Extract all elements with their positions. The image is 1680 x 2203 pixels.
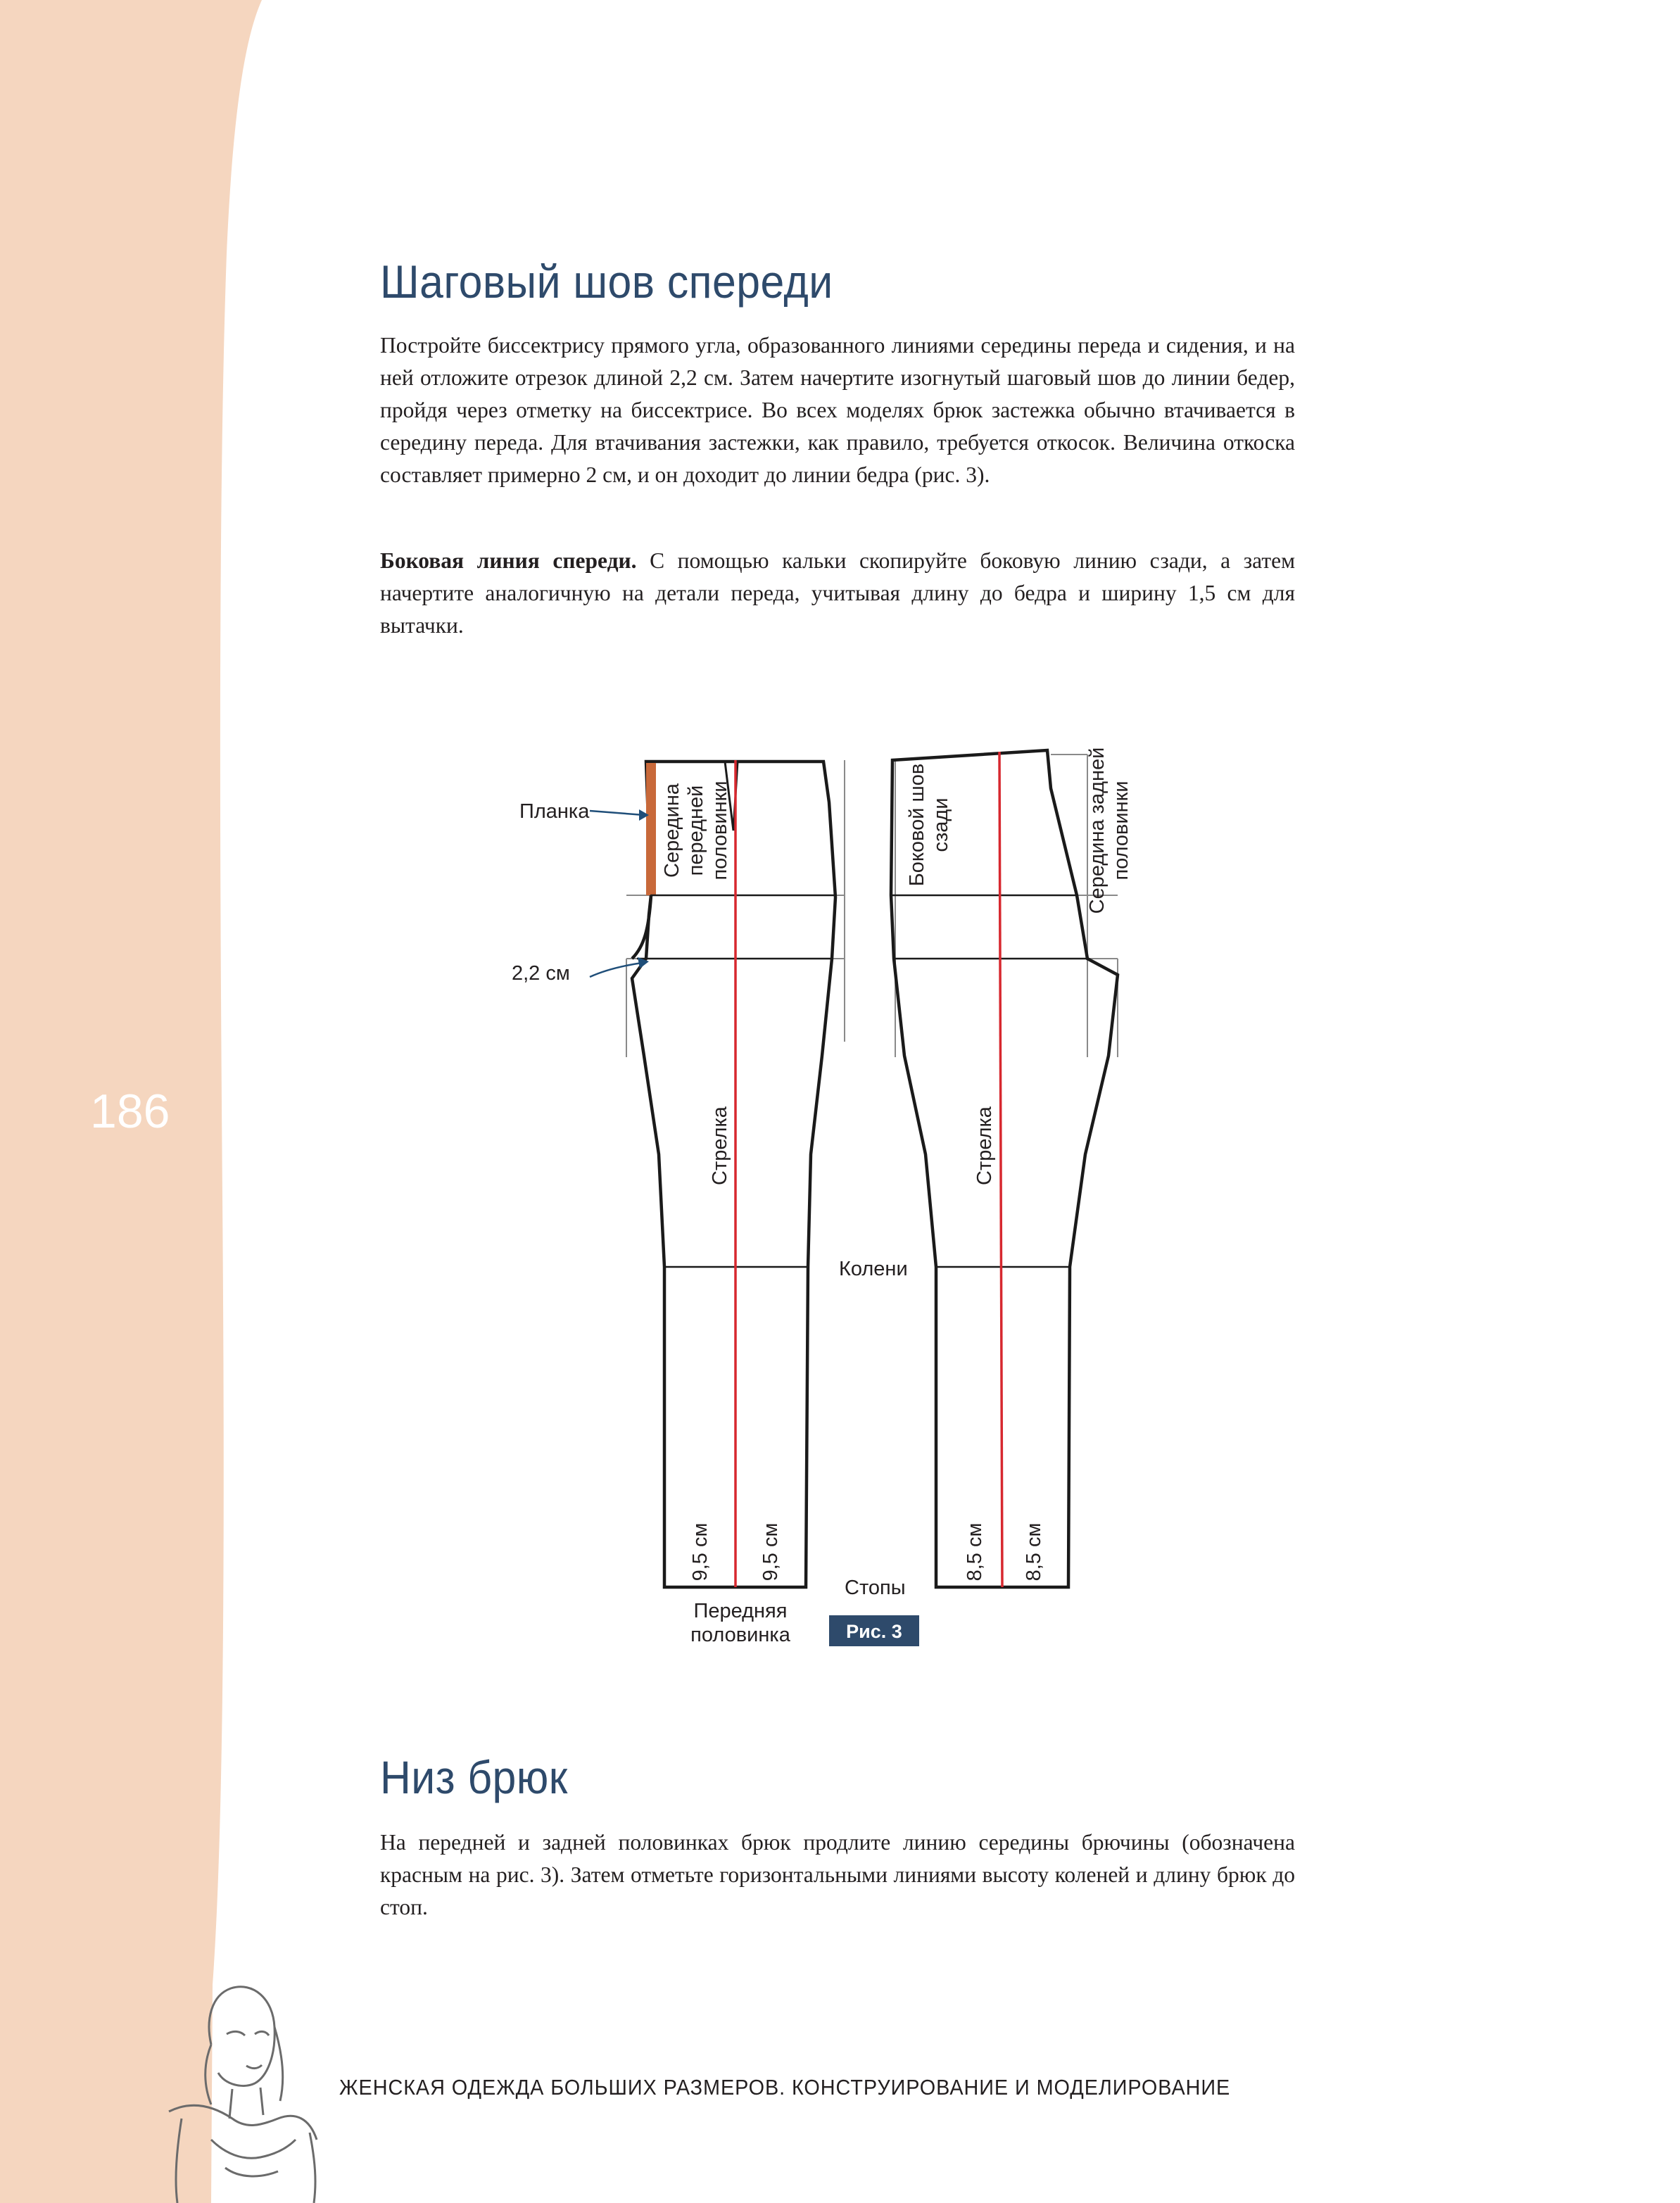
side-line-subheading: Боковая линия спереди. bbox=[380, 548, 637, 573]
label-front-half-2: половинка bbox=[690, 1624, 790, 1646]
label-back-center-1: Середина задней bbox=[1086, 747, 1109, 914]
label-planka: Планка bbox=[519, 800, 590, 823]
section-heading-inseam: Шаговый шов спереди bbox=[380, 255, 833, 308]
section-heading-hem: Низ брюк bbox=[380, 1751, 568, 1803]
label-front-center-3: половинки bbox=[709, 781, 731, 880]
running-title: ЖЕНСКАЯ ОДЕЖДА БОЛЬШИХ РАЗМЕРОВ. КОНСТРУИРОВАНИЕ И МОДЕЛИРОВАНИЕ bbox=[339, 2075, 1231, 2100]
placket-strip bbox=[646, 763, 656, 895]
label-2-2cm: 2,2 см bbox=[512, 962, 570, 985]
inseam-paragraph: Постройте биссектрису прямого угла, образованного линиями середины переда и сидения, и на ней отложите отрезок длиной 2,2 см. Затем начертите изогнутый шаговый шов до линии бедер, пройдя через отметку на биссектрисе. Во всех моделях брюк застежка обычно втачивается в середину переда. Для втачивания застежки, как правило, требуется откосок. Величина откоска составляет примерно 2 см, и он доходит до линии бедра (рис. 3). bbox=[380, 333, 1295, 487]
label-back-hem-right: 8,5 см bbox=[1023, 1522, 1045, 1582]
label-side-seam-1: Боковой шов bbox=[906, 763, 928, 887]
label-back-hem-left: 8,5 см bbox=[964, 1522, 986, 1582]
label-back-center-2: половинки bbox=[1110, 781, 1132, 880]
hem-paragraph: На передней и задней половинках брюк продлите линию середины брючины (обозначена красным на рис. 3). Затем отметьте горизонтальными линиями высоту коленей и длину брюк до стоп. bbox=[380, 1830, 1295, 1919]
label-front-center-1: Середина bbox=[661, 783, 683, 878]
back-crease-line bbox=[999, 752, 1002, 1587]
label-side-seam-2: сзади bbox=[930, 797, 952, 852]
label-front-center-2: передней bbox=[685, 785, 707, 876]
label-front-half-1: Передняя bbox=[693, 1600, 788, 1622]
label-front-hem-left: 9,5 см bbox=[689, 1522, 712, 1582]
label-knees: Колени bbox=[839, 1258, 908, 1280]
label-arrow-front: Стрелка bbox=[709, 1106, 731, 1185]
figure-caption: Рис. 3 bbox=[846, 1621, 902, 1642]
page-number: 186 bbox=[90, 1085, 170, 1138]
label-feet: Стопы bbox=[845, 1577, 906, 1599]
label-arrow-back: Стрелка bbox=[973, 1106, 996, 1185]
label-front-hem-right: 9,5 см bbox=[759, 1522, 782, 1582]
back-reference-lines bbox=[891, 895, 1087, 1267]
front-half-outline bbox=[632, 762, 835, 1587]
side-line-text: С помощью кальки скопируйте боковую линию сзади, а затем начертите аналогичную на детали переда, учитывая длину до бедра и ширину 1,5 см для вытачки. bbox=[380, 548, 1296, 638]
